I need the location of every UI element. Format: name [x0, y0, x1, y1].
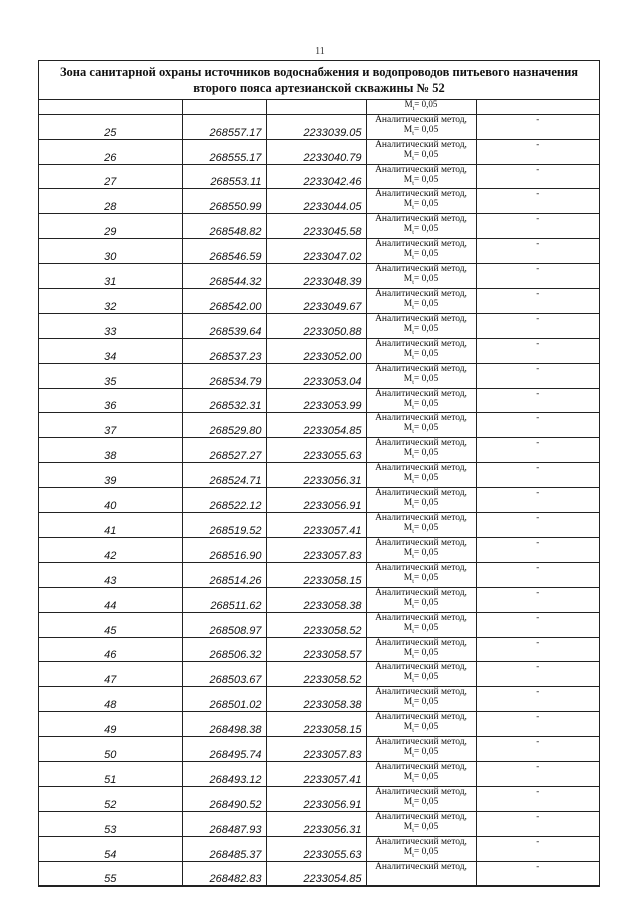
table-row-continued [39, 100, 599, 114]
point-number: 43 [39, 562, 182, 587]
table-row [39, 687, 599, 712]
coord-x: 268527.27 [182, 438, 266, 463]
mark-cell: - [476, 264, 599, 289]
accuracy-value: $M_t= 0,05$ [403, 547, 439, 560]
method-cell [366, 214, 476, 239]
coord-y: 2233047.02 [266, 239, 366, 264]
mark-cell: - [476, 836, 599, 861]
mark-cell: - [476, 562, 599, 587]
coord-x: 268516.90 [182, 537, 266, 562]
accuracy-cell [366, 100, 476, 114]
coord-x: 268495.74 [182, 737, 266, 762]
coord-x: 268548.82 [182, 214, 266, 239]
method-cell [366, 164, 476, 189]
coord-x: 268508.97 [182, 612, 266, 637]
coord-x: 268506.32 [182, 637, 266, 662]
accuracy-value: $M_t= 0,05$ [403, 672, 439, 685]
table-row [39, 214, 599, 239]
coord-y: 2233056.91 [266, 488, 366, 513]
mark-cell: - [476, 114, 599, 139]
accuracy-value: $M_t= 0,05$ [403, 249, 439, 262]
mark-cell: - [476, 513, 599, 538]
method-label: Аналитический метод, [375, 164, 467, 175]
coord-x: 268485.37 [182, 836, 266, 861]
accuracy-value: $M_t= 0,05$ [403, 796, 439, 809]
mark-cell: - [476, 537, 599, 562]
point-number: 40 [39, 488, 182, 513]
coord-x: 268546.59 [182, 239, 266, 264]
m-subscript: t [412, 105, 415, 112]
point-number: 53 [39, 811, 182, 836]
coord-y: 2233039.05 [266, 114, 366, 139]
accuracy-value: $M_t= 0,05$ [403, 323, 439, 336]
method-label: Аналитический метод, [375, 811, 467, 822]
method-cell [366, 363, 476, 388]
coord-x: 268519.52 [182, 513, 266, 538]
table-row [39, 189, 599, 214]
coord-y: 2233056.31 [266, 811, 366, 836]
coord-y: 2233052.00 [266, 338, 366, 363]
method-label: Аналитический метод, [375, 214, 467, 225]
page-number: 11 [315, 46, 325, 57]
mark-cell: - [476, 214, 599, 239]
method-label: Аналитический метод, [375, 712, 467, 723]
accuracy-value: $M_t= 0,05$ [403, 448, 439, 461]
coord-y: 2233058.52 [266, 612, 366, 637]
coord-x: 268522.12 [182, 488, 266, 513]
accuracy-value: $M_t= 0,05$ [403, 348, 439, 361]
mark-cell: - [476, 737, 599, 762]
accuracy-value: $M_t= 0,05$ [403, 199, 439, 212]
method-label: Аналитический метод, [375, 637, 467, 648]
coord-y: 2233055.63 [266, 836, 366, 861]
method-cell [366, 338, 476, 363]
mark-cell: - [476, 612, 599, 637]
method-label: Аналитический метод, [375, 189, 467, 200]
method-cell [366, 687, 476, 712]
coord-x: 268539.64 [182, 313, 266, 338]
method-label: Аналитический метод, [375, 513, 467, 524]
accuracy-value: $M_t= 0,05$ [403, 697, 439, 710]
accuracy-value: $M_t= 0,05$ [403, 572, 439, 585]
method-label: Аналитический метод, [375, 836, 467, 847]
method-label: Аналитический метод, [375, 239, 467, 250]
mark-cell: - [476, 761, 599, 786]
accuracy-value: $M_t= 0,05$ [403, 398, 439, 411]
table-row [39, 413, 599, 438]
method-cell [366, 239, 476, 264]
coord-x: 268482.83 [182, 861, 266, 886]
table-row [39, 662, 599, 687]
method-label: Аналитический метод, [375, 114, 467, 125]
coord-y: 2233055.63 [266, 438, 366, 463]
coord-y: 2233058.38 [266, 587, 366, 612]
method-cell [366, 114, 476, 139]
table-row [39, 761, 599, 786]
table-row [39, 737, 599, 762]
coord-y: 2233042.46 [266, 164, 366, 189]
coord-y: 2233057.41 [266, 513, 366, 538]
point-number: 41 [39, 513, 182, 538]
point-number: 46 [39, 637, 182, 662]
table-row [39, 463, 599, 488]
point-number: 50 [39, 737, 182, 762]
coord-x: 268490.52 [182, 786, 266, 811]
accuracy-value: $M_t= 0,05$ [403, 747, 439, 759]
accuracy-value: $M_t= 0,05$ [403, 523, 439, 535]
table-row [39, 388, 599, 413]
empty-cell [182, 100, 266, 114]
point-number: 55 [39, 861, 182, 886]
table-row [39, 786, 599, 811]
accuracy-value: $M_t= 0,05$ [403, 846, 439, 859]
method-cell [366, 612, 476, 637]
mark-cell: - [476, 488, 599, 513]
coord-x: 268514.26 [182, 562, 266, 587]
coord-y: 2233054.85 [266, 861, 366, 886]
method-label: Аналитический метод, [375, 463, 467, 474]
mark-cell: - [476, 861, 599, 886]
coord-x: 268537.23 [182, 338, 266, 363]
table-row [39, 836, 599, 861]
m-prefix: M [404, 100, 413, 109]
table-row [39, 861, 599, 886]
coord-y: 2233045.58 [266, 214, 366, 239]
mark-cell: - [476, 164, 599, 189]
mark-cell: - [476, 313, 599, 338]
method-label: Аналитический метод, [375, 438, 467, 449]
point-number: 42 [39, 537, 182, 562]
table-row [39, 438, 599, 463]
coord-x: 268529.80 [182, 413, 266, 438]
mark-cell: - [476, 463, 599, 488]
method-label: Аналитический метод, [375, 313, 467, 324]
accuracy-value: $M_t= 0,05$ [403, 149, 439, 162]
method-label: Аналитический метод, [375, 413, 467, 424]
method-label: Аналитический метод, [375, 861, 467, 872]
point-number: 28 [39, 189, 182, 214]
mark-cell: - [476, 637, 599, 662]
accuracy-value: $M_t= 0,05$ [403, 373, 439, 386]
method-cell [366, 537, 476, 562]
method-label: Аналитический метод, [375, 737, 467, 748]
point-number: 26 [39, 139, 182, 164]
method-cell [366, 289, 476, 314]
coord-y: 2233057.83 [266, 737, 366, 762]
accuracy-value: $M_t= 0,05$ [403, 224, 439, 237]
method-cell [366, 786, 476, 811]
method-cell [366, 463, 476, 488]
method-cell [366, 189, 476, 214]
point-number: 25 [39, 114, 182, 139]
method-label: Аналитический метод, [375, 289, 467, 300]
coord-y: 2233049.67 [266, 289, 366, 314]
mark-cell: - [476, 587, 599, 612]
method-label: Аналитический метод, [375, 537, 467, 548]
table-row [39, 513, 599, 538]
coord-y: 2233058.15 [266, 712, 366, 737]
table-row [39, 811, 599, 836]
point-number: 52 [39, 786, 182, 811]
coord-y: 2233057.41 [266, 761, 366, 786]
coord-y: 2233050.88 [266, 313, 366, 338]
point-number: 33 [39, 313, 182, 338]
point-number: 39 [39, 463, 182, 488]
mark-cell: - [476, 388, 599, 413]
coord-y: 2233040.79 [266, 139, 366, 164]
point-number: 49 [39, 712, 182, 737]
table-title: Зона санитарной охраны источников водоснабжения и водопроводов питьевого назначения второго пояса артезианской скважины № 52 [39, 61, 599, 100]
method-label: Аналитический метод, [375, 139, 467, 150]
mark-cell: - [476, 139, 599, 164]
method-label: Аналитический метод, [375, 488, 467, 499]
coord-x: 268550.99 [182, 189, 266, 214]
point-number: 31 [39, 264, 182, 289]
table-row [39, 114, 599, 139]
method-label: Аналитический метод, [375, 786, 467, 797]
table-row [39, 562, 599, 587]
coordinates-table [39, 100, 599, 886]
method-label: Аналитический метод, [375, 264, 467, 275]
empty-cell [39, 100, 182, 114]
method-cell [366, 637, 476, 662]
method-cell [366, 513, 476, 538]
accuracy-value: $M_t= 0,05$ [403, 174, 439, 187]
accuracy-value: $M_t= 0,05$ [403, 274, 439, 287]
method-label: Аналитический метод, [375, 388, 467, 399]
coord-y: 2233044.05 [266, 189, 366, 214]
method-cell [366, 587, 476, 612]
coord-x: 268493.12 [182, 761, 266, 786]
table-row [39, 637, 599, 662]
mark-cell: - [476, 189, 599, 214]
method-cell [366, 662, 476, 687]
coord-x: 268487.93 [182, 811, 266, 836]
method-cell [366, 861, 476, 886]
coord-x: 268534.79 [182, 363, 266, 388]
coord-x: 268557.17 [182, 114, 266, 139]
m-value: = 0,05 [414, 100, 438, 109]
mark-cell: - [476, 338, 599, 363]
point-number: 29 [39, 214, 182, 239]
mark-cell: - [476, 289, 599, 314]
coord-x: 268542.00 [182, 289, 266, 314]
accuracy-value: $M_t= 0,05$ [403, 622, 439, 635]
empty-cell [266, 100, 366, 114]
mark-cell: - [476, 363, 599, 388]
coord-x: 268544.32 [182, 264, 266, 289]
method-cell [366, 761, 476, 786]
table-row [39, 338, 599, 363]
point-number: 47 [39, 662, 182, 687]
accuracy-value: $M_t= 0,05$ [403, 771, 439, 784]
table-row [39, 313, 599, 338]
point-number: 34 [39, 338, 182, 363]
method-cell [366, 836, 476, 861]
empty-cell [476, 100, 599, 114]
point-number: 54 [39, 836, 182, 861]
point-number: 35 [39, 363, 182, 388]
table-row [39, 537, 599, 562]
coord-y: 2233056.91 [266, 786, 366, 811]
point-number: 51 [39, 761, 182, 786]
accuracy-value: $M_t= 0,05$ [403, 423, 439, 436]
method-cell [366, 811, 476, 836]
method-cell [366, 413, 476, 438]
mark-cell: - [476, 438, 599, 463]
coord-x: 268555.17 [182, 139, 266, 164]
table-row [39, 587, 599, 612]
coord-x: 268511.62 [182, 587, 266, 612]
method-cell [366, 737, 476, 762]
table-row [39, 363, 599, 388]
accuracy-value: $M_t= 0,05$ [403, 124, 439, 137]
point-number: 44 [39, 587, 182, 612]
coord-y: 2233048.39 [266, 264, 366, 289]
coord-y: 2233058.15 [266, 562, 366, 587]
coord-x: 268498.38 [182, 712, 266, 737]
method-label: Аналитический метод, [375, 587, 467, 598]
method-label: Аналитический метод, [375, 562, 467, 573]
point-number: 36 [39, 388, 182, 413]
coord-y: 2233053.99 [266, 388, 366, 413]
method-cell [366, 562, 476, 587]
method-label: Аналитический метод, [375, 612, 467, 623]
coord-x: 268532.31 [182, 388, 266, 413]
point-number: 32 [39, 289, 182, 314]
table-row [39, 164, 599, 189]
coord-y: 2233054.85 [266, 413, 366, 438]
method-cell [366, 488, 476, 513]
coord-y: 2233058.52 [266, 662, 366, 687]
coord-y: 2233058.38 [266, 687, 366, 712]
coord-x: 268553.11 [182, 164, 266, 189]
table-row [39, 139, 599, 164]
accuracy-value: $M_t= 0,05$ [403, 722, 439, 735]
method-label: Аналитический метод, [375, 338, 467, 349]
table-row [39, 289, 599, 314]
accuracy-value: $M_t= 0,05$ [403, 821, 439, 834]
method-label: Аналитический метод, [375, 363, 467, 374]
mark-cell: - [476, 811, 599, 836]
point-number: 37 [39, 413, 182, 438]
table-row [39, 264, 599, 289]
point-number: 38 [39, 438, 182, 463]
mark-cell: - [476, 413, 599, 438]
table-row [39, 239, 599, 264]
table-row [39, 488, 599, 513]
coord-x: 268503.67 [182, 662, 266, 687]
point-number: 30 [39, 239, 182, 264]
table-row [39, 612, 599, 637]
method-cell [366, 388, 476, 413]
point-number: 45 [39, 612, 182, 637]
accuracy-value: $M_t= 0,05$ [403, 299, 439, 311]
accuracy-value: $M_t= 0,05$ [403, 647, 439, 660]
mark-cell: - [476, 687, 599, 712]
method-cell [366, 139, 476, 164]
point-number: 27 [39, 164, 182, 189]
accuracy-value: $M_t= 0,05$ [403, 498, 439, 511]
coord-x: 268501.02 [182, 687, 266, 712]
method-cell [366, 264, 476, 289]
method-label: Аналитический метод, [375, 687, 467, 698]
coordinates-table-sheet [38, 60, 600, 887]
method-label: Аналитический метод, [375, 761, 467, 772]
accuracy-value: $M_t= 0,05$ [403, 597, 439, 610]
mark-cell: - [476, 239, 599, 264]
coord-y: 2233056.31 [266, 463, 366, 488]
method-label: Аналитический метод, [375, 662, 467, 673]
coord-y: 2233057.83 [266, 537, 366, 562]
point-number: 48 [39, 687, 182, 712]
accuracy-value: $M_t= 0,05$ [403, 473, 439, 486]
table-row [39, 712, 599, 737]
mark-cell: - [476, 712, 599, 737]
mark-cell: - [476, 786, 599, 811]
method-cell [366, 313, 476, 338]
method-cell [366, 712, 476, 737]
coord-y: 2233058.57 [266, 637, 366, 662]
method-cell [366, 438, 476, 463]
mark-cell: - [476, 662, 599, 687]
coord-y: 2233053.04 [266, 363, 366, 388]
coord-x: 268524.71 [182, 463, 266, 488]
